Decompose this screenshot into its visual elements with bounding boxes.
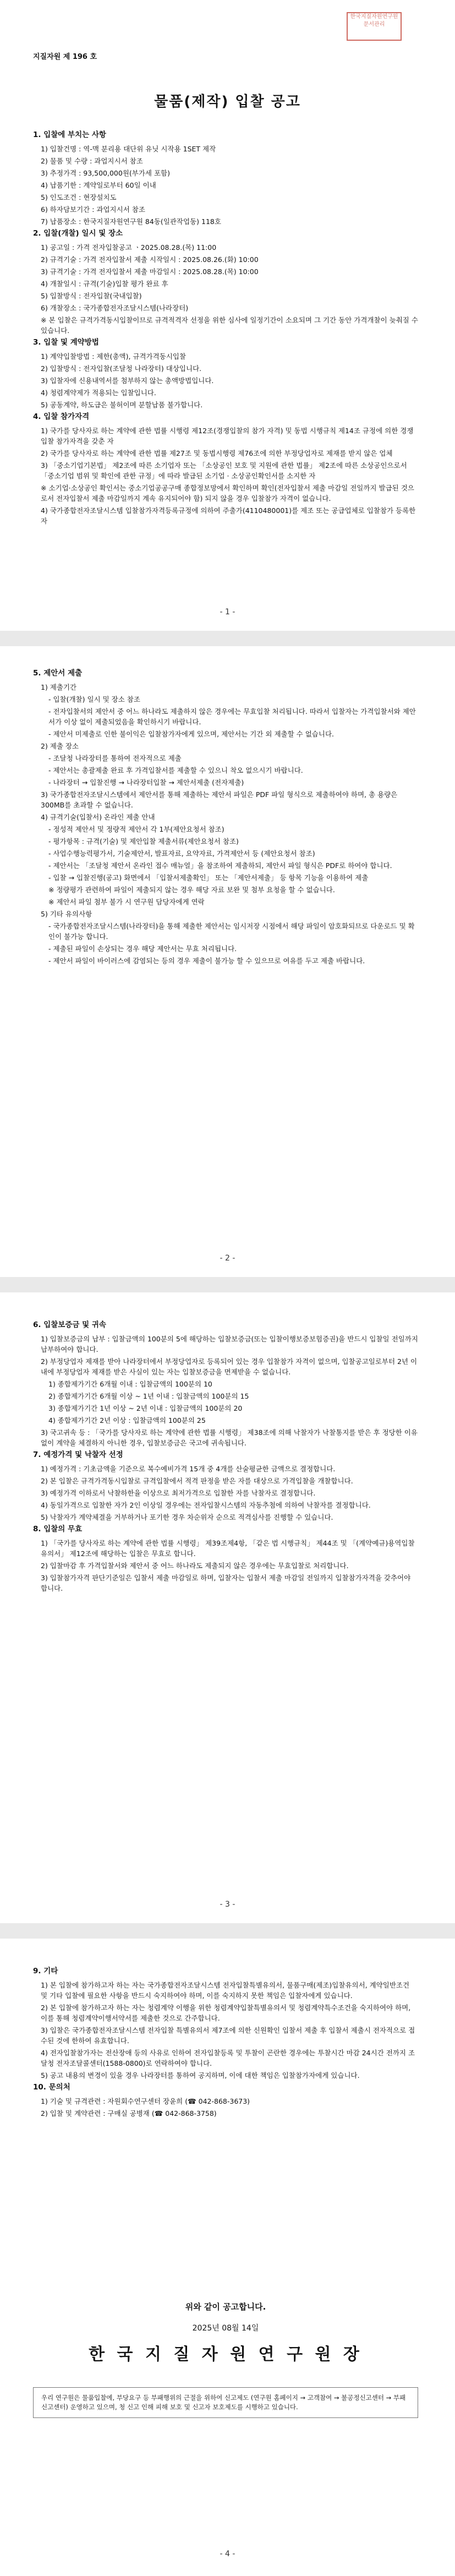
section bbox=[33, 1524, 418, 1593]
section-line: - 제안서는 「조달청 제안서 온라인 접수 매뉴얼」을 참조하여 제출하되, 제안서 파일 형식은 PDF로 하여야 합니다. bbox=[48, 861, 392, 870]
section-line: 5) 낙찰자가 계약체결을 거부하거나 포기한 경우 차순위자 순으로 적격심사를 진행할 수 있습니다. bbox=[41, 1513, 333, 1521]
section-line: - 정성적 제안서 및 정량적 제안서 각 1부(제안요청서 참조) bbox=[48, 825, 224, 833]
section-line: 7) 납품장소 : 한국지질자원연구원 84동(일관작업동) 118호 bbox=[41, 217, 221, 226]
section-line: - 입찰 → 입찰진행(공고) 화면에서 「입찰서제출확인」 또는 「제안서제출」 등 항목 기능을 이용하여 제출 bbox=[48, 874, 369, 882]
section-line: 1) 종합제가기간 6개월 이내 : 입찰금액의 100분의 10 bbox=[48, 1380, 212, 1388]
page-2-content bbox=[33, 668, 418, 968]
section-line: 2) 본 입찰은 규격가격동시입찰로 규격입찰에서 적격 판정을 받은 자를 대상으로 가격입찰을 개찰합니다. bbox=[41, 1477, 353, 1485]
section-line: ※ 소기업·소상공인 확인서는 중소기업공공구매 종합정보망에서 확인하며 확인(전자입찰서 제출 마감일 전일까지 발급된 것으로서 전자입찰서 제출 마감일까지 계속 유지되어야 함) 되지 않을 경우 입찰참가 자격이 없습니다. bbox=[41, 484, 414, 503]
anti-corruption-notice: 우리 연구원은 물품입찰에, 부당요구 등 부패행위의 근절을 위하여 신고제도 (연구원 홈페이지 → 고객참여 → 불공정신고센터 → 부패신고센터) 운영하고 있으며, 청 신고 인해 피해 보호 및 신고자 보호제도를 시행하고 있습니다. bbox=[33, 2387, 418, 2418]
section-line: 4) 국가종합전자조달시스템 입찰참가자격등록규정에 의하여 주출가(4110480001)를 제조 또는 공급업체로 입찰참가 등록한 자 bbox=[41, 506, 416, 525]
section-line: 5) 입찰방식 : 전자입찰(국내입찰) bbox=[41, 292, 142, 300]
section-line: 1) 예정가격 : 기초금액을 기준으로 복수예비가격 15개 중 4개를 산술평균한 금액으로 결정합니다. bbox=[41, 1465, 336, 1473]
page-number: - 1 - bbox=[220, 608, 235, 616]
section-line: - 제안서 미제출로 인한 불이익은 입찰참가자에게 있으며, 제안서는 기간 외 제출할 수 없습니다. bbox=[48, 730, 334, 738]
section-line: 1) 공고일 : 가격 전자입찰공고 ㆍ2025.08.28.(목) 11:00 bbox=[41, 243, 217, 252]
section-heading: 2. 입찰(개찰) 일시 및 장소 bbox=[33, 229, 123, 238]
section-line: 5) 인도조건 : 현장설치도 bbox=[41, 193, 117, 201]
section-heading: 1. 입찰에 부치는 사항 bbox=[33, 130, 106, 139]
section-line: - 제안서는 총괄제출 완료 후 가격입찰서를 제출할 수 있으니 착오 없으시기 바랍니다. bbox=[48, 766, 303, 774]
section-line: - 입찰(개찰) 일시 및 장소 참조 bbox=[48, 695, 140, 703]
page-divider bbox=[0, 1277, 455, 1292]
section bbox=[33, 228, 418, 336]
page-1 bbox=[0, 0, 455, 631]
section-line: 2) 본 입찰에 참가하고자 하는 자는 청렴계약 이행을 위한 청렴계약입찰특별유의서 및 청렴계약특수조건을 숙지하여야 하며, 이를 통해 청렴계약이행서약서를 제출한 것으로 간주합니다. bbox=[41, 2004, 411, 2022]
section-line: - 제안서 파일이 바이러스에 감염되는 등의 경우 제출이 불가능 할 수 있으므로 여유를 두고 제출 바랍니다. bbox=[48, 957, 365, 965]
section-line: 3) 국고귀속 등 : 「국가를 당사자로 하는 계약에 관한 법률 시행령」 제38조에 의해 낙찰자가 낙찰통지를 받은 후 정당한 이유 없이 계약을 체결하지 아니한 경우, 입찰보증금은 국고에 귀속됩니다. bbox=[41, 1428, 418, 1447]
page-number: - 4 - bbox=[220, 2550, 235, 2558]
section bbox=[33, 130, 418, 227]
section-line: 4) 규격기술(입찰서) 온라인 제출 안내 bbox=[41, 813, 155, 821]
announcement-date: 2025년 08월 14일 bbox=[192, 2324, 259, 2333]
page-title: 물품(제작) 입찰 공고 bbox=[154, 94, 301, 110]
section-line: 6) 하자담보기간 : 과업지시서 참조 bbox=[41, 205, 145, 214]
closing-statement: 위와 같이 공고합니다. bbox=[185, 2302, 266, 2312]
section bbox=[33, 1320, 418, 1448]
section bbox=[33, 668, 418, 966]
section-line: 3) 예정가격 이하로서 낙찰하한율 이상으로 최저가격으로 입찰한 자를 낙찰자로 결정합니다. bbox=[41, 1489, 316, 1497]
section-line: - 사업수행능력평가서, 기술제안서, 발표자료, 요약자료, 가격제안서 등 (제안요청서 참조) bbox=[48, 849, 315, 858]
section-line: 4) 전자입찰참가자는 전산장애 등의 사유로 인하여 전자입찰등록 및 투찰이 곤란한 경우에는 투찰시간 마감 24시간 전까지 조달청 전자조달콜센터(1588-0800)로 연락하여야 합니다. bbox=[41, 2049, 415, 2067]
section-heading: 6. 입찰보증금 및 귀속 bbox=[33, 1320, 106, 1329]
page-3-content bbox=[33, 1320, 418, 1595]
section-line: ※ 본 입찰은 규격가격동시입찰이므로 규격적격자 선정을 위한 심사에 일정기간이 소요되며 그 기간 동안 가격개찰이 늦춰질 수 있습니다. bbox=[41, 316, 418, 335]
section-heading: 5. 제안서 제출 bbox=[33, 669, 83, 678]
section-line: 2) 제출 장소 bbox=[41, 742, 79, 750]
section-line: 4) 종합제가기간 2년 이상 : 입찰금액의 100분의 25 bbox=[48, 1416, 206, 1425]
section-line: 1) 「국가를 당사자로 하는 계약에 관한 법률 시행령」 제39조제4항, 「같은 법 시행규칙」 제44조 및 「(계약예규)용역입찰유의서」 제12조에 해당하는 입찰은 무효로 합니다. bbox=[41, 1539, 415, 1558]
section-line: 6) 개찰장소 : 국가종합전자조달시스템(나라장터) bbox=[41, 304, 189, 312]
section-line: 3) 국가종합전자조달시스템에서 제안서를 통해 제출하는 제안서 파일은 PDF 파일 형식으로 제출하여야 하며, 총 용량은 300MB를 초과할 수 없습니다. bbox=[41, 790, 398, 809]
section-heading: 9. 기타 bbox=[33, 1967, 58, 1975]
section-line: 4) 개찰일시 : 규격(기술)입찰 평가 완료 후 bbox=[41, 280, 168, 288]
section-line: 4) 동일가격으로 입찰한 자가 2인 이상일 경우에는 전자입찰시스템의 자동추첨에 의하여 낙찰자를 결정합니다. bbox=[41, 1501, 371, 1509]
section-heading: 10. 문의처 bbox=[33, 2083, 70, 2092]
section-line: 4) 청렴계약제가 적용되는 입찰입니다. bbox=[41, 389, 156, 397]
section-line: 3) 종합제가기간 1년 이상 ~ 2년 이내 : 입찰금액의 100분의 20 bbox=[48, 1404, 243, 1412]
section-line: 2) 물품 및 수량 : 과업지시서 참조 bbox=[41, 157, 143, 165]
page-4-content bbox=[33, 1966, 418, 2120]
section-line: - 전자입찰서의 제안서 중 어느 하나라도 제출하지 않은 경우에는 무효입찰 처리됩니다. 따라서 입찰자는 가격입찰서와 제안서가 이상 없이 제출되었음을 확인하시기 바랍니다. bbox=[48, 707, 416, 726]
section-line: 5) 공동계약, 하도급은 불허이며 분할납품 불가합니다. bbox=[41, 401, 203, 409]
page-divider bbox=[0, 631, 455, 646]
section-line: 1) 계약입찰방법 : 제한(총액), 규격가격동시입찰 bbox=[41, 352, 187, 361]
page-3 bbox=[0, 1292, 455, 1923]
section-line: - 제출된 파일이 손상되는 경우 해당 제안서는 무효 처리됩니다. bbox=[48, 945, 237, 953]
organization-name: 한 국 지 질 자 원 연 구 원 장 bbox=[89, 2345, 363, 2364]
section bbox=[33, 412, 418, 526]
section-line: 1) 기술 및 규격관련 : 자원회수연구센터 장윤희 (☎ 042-868-3673) bbox=[41, 2097, 250, 2105]
page-number: - 2 - bbox=[220, 1254, 235, 1263]
closing-block bbox=[33, 2269, 418, 2418]
section-line: 1) 제출기간 bbox=[41, 683, 77, 691]
section-line: 2) 국가를 당사자로 하는 계약에 관한 법률 제27조 및 동법시행령 제76조에 의한 부정당업자로 제재를 받지 않은 업체 bbox=[41, 449, 393, 457]
page-divider bbox=[0, 1923, 455, 1939]
section-line: 3) 입찰참가자격 판단기준일은 입찰서 제출 마감일로 하며, 입찰자는 입찰서 제출 마감일 전일까지 입찰참가자격을 갖추어야 합니다. bbox=[41, 1574, 411, 1592]
section-line: 1) 입찰건명 : 역-맥 분리용 대단위 유닛 시작용 1SET 제작 bbox=[41, 145, 216, 153]
section-line: 1) 국가를 당사자로 하는 계약에 관한 법률 시행령 제12조(경쟁입찰의 참가 자격) 및 동법 시행규칙 제14조 규정에 의한 경쟁입찰 참가자격을 갖춘 자 bbox=[41, 427, 414, 445]
section-line: 1) 입찰보증금의 납부 : 입찰금액의 100분의 5에 해당하는 입찰보증금(또는 입찰이행보증보험증권)을 반드시 입찰일 전일까지 납부하여야 합니다. bbox=[41, 1335, 418, 1354]
section-line: 5) 기타 유의사항 bbox=[41, 910, 92, 918]
section-line: 3) 입찰자에 신용내역서를 첨부하지 않는 총액방법입니다. bbox=[41, 376, 214, 385]
page-1-content bbox=[33, 130, 418, 528]
section-line: 1) 본 입찰에 참가하고자 하는 자는 국가종합전자조달시스템 전자입찰특별유의서, 물품구매(제조)입찰유의서, 계약일반조건 및 기타 입찰에 필요한 사항을 반드시 숙지하여야 하며, 이를 숙지하지 못한 책임은 입찰자에게 있습니다. bbox=[41, 1981, 410, 2000]
section-line: 3) 규격기술 : 가격 전자입찰서 제출 마감일시 : 2025.08.28.(목) 10:00 bbox=[41, 268, 259, 276]
section-line: 2) 종합제가기간 6개월 이상 ~ 1년 이내 : 입찰금액의 100분의 15 bbox=[48, 1392, 249, 1400]
section-line: - 조달청 나라장터를 통하여 전자적으로 제출 bbox=[48, 754, 182, 762]
document-number: 지질자원 제 196 호 bbox=[33, 53, 97, 61]
section-heading: 3. 입찰 및 계약방법 bbox=[33, 338, 99, 347]
document-stamp: 한국지질자원연구원 문서관리 bbox=[347, 12, 402, 41]
section-line: 3) 추정가격 : 93,500,000원(부가세 포함) bbox=[41, 169, 171, 177]
section-line: 4) 납품기한 : 계약일로부터 60일 이내 bbox=[41, 181, 156, 189]
section-line: 2) 입찰방식 : 전자입찰(조달청 나라장터) 대상입니다. bbox=[41, 364, 202, 373]
section bbox=[33, 1450, 418, 1522]
section-line: 2) 부정당업자 제재를 받아 나라장터에서 부정당업자로 등록되어 있는 경우 입찰참가 자격이 없으며, 입찰공고일로부터 2년 이내에 부정당업자 제재를 받은 사실이 있는 자는 입찰보증금을 면제받을 수 없습니다. bbox=[41, 1357, 418, 1376]
section-line: 2) 입찰 및 계약관련 : 구매실 공병재 (☎ 042-868-3758) bbox=[41, 2109, 217, 2117]
section-line: 3) 입찰은 국가종합전자조달시스템 전자입찰 특별유의서 제7조에 의한 신원확인 입찰서 제출 후 입찰서 제출시 전자적으로 접수된 것에 한하여 유효합니다. bbox=[41, 2026, 415, 2045]
section-heading: 7. 예정가격 및 낙찰자 선정 bbox=[33, 1450, 123, 1459]
section bbox=[33, 337, 418, 410]
page-number: - 3 - bbox=[220, 1900, 235, 1909]
section-line: 3) 「중소기업기본법」 제2조에 따른 소기업자 또는 「소상공인 보호 및 지원에 관한 법률」 제2조에 따른 소상공인으로서 「중소기업 범위 및 확인에 관한 규정」에 따라 발급된 소기업 · 소상공인확인서를 소지한 자 bbox=[41, 461, 407, 480]
section-line: - 나라장터 → 입찰진행 → 나라장터입찰 → 제안서제출 (전자제출) bbox=[48, 778, 244, 787]
section-line: 5) 공고 내용의 변경이 있을 경우 나라장터를 통하여 공지하며, 이에 대한 책임은 입찰참가자에게 있습니다. bbox=[41, 2071, 360, 2080]
section-heading: 8. 입찰의 무효 bbox=[33, 1525, 83, 1533]
section-line: ※ 정량평가 관련하여 파일이 제출되지 않는 경우 해당 자료 보완 및 첨부 요청을 할 수 없습니다. bbox=[48, 886, 335, 894]
section-line: 2) 입찰마감 후 가격입찰서와 제안서 중 어느 하나라도 제출되지 않은 경우에는 무효입찰로 처리합니다. bbox=[41, 1562, 349, 1570]
section-line: 2) 규격기술 : 가격 전자입찰서 제출 시작일시 : 2025.08.26.(화) 10:00 bbox=[41, 255, 259, 264]
section bbox=[33, 2082, 418, 2119]
section-line: ※ 제안서 파일 첨부 불가 시 연구원 담당자에게 연락 bbox=[48, 898, 205, 906]
section bbox=[33, 1966, 418, 2081]
page-2 bbox=[0, 646, 455, 1277]
section-line: - 평가항목 : 규격(기술) 및 제안입찰 제출서류(제안요청서 참조) bbox=[48, 837, 239, 845]
section-line: - 국가종합전자조달시스템(나라장터)을 통해 제출한 제안서는 임시저장 시점에서 해당 파일이 암호화되므로 다운로드 및 확인이 불가능 합니다. bbox=[48, 922, 415, 941]
section-heading: 4. 입찰 참가자격 bbox=[33, 412, 90, 421]
page-4 bbox=[0, 1939, 455, 2576]
